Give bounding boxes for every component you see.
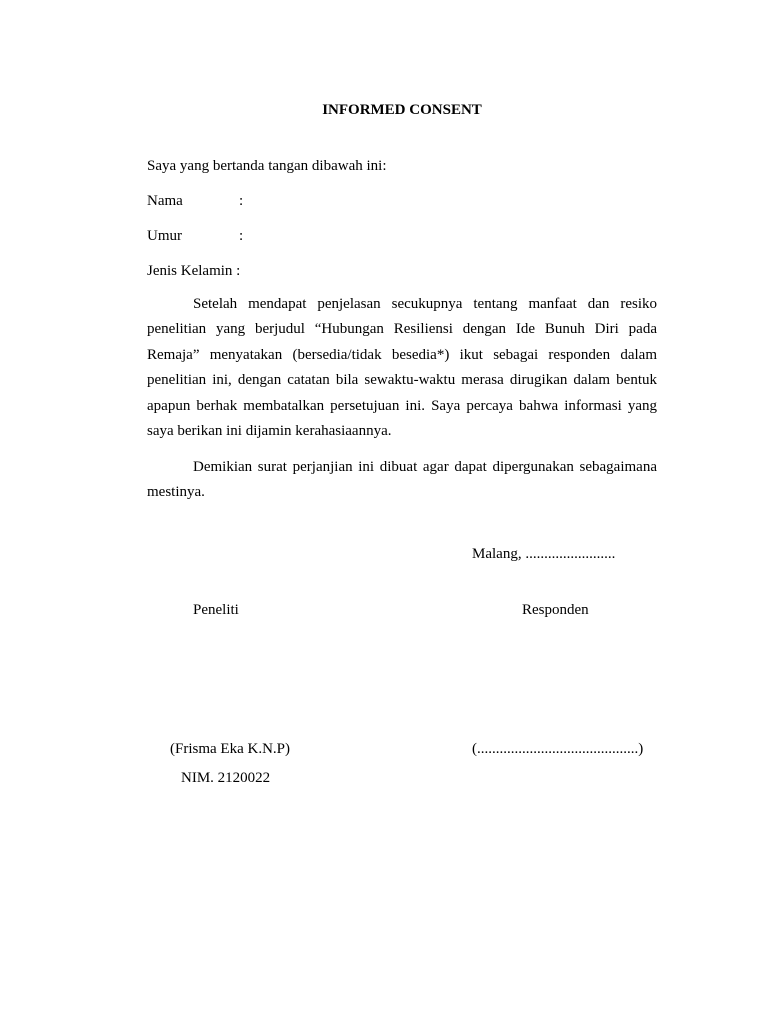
intro-line: Saya yang bertanda tangan dibawah ini:: [147, 158, 387, 174]
consent-paragraph: Setelah mendapat penjelasan secukupnya tentang manfaat dan resiko penelitian yang berjudul “Hubungan Resiliensi dengan Ide Bunuh Diri pada Remaja” menyatakan (bersedia/tidak besedia*) ikut sebagai responden dalam penelitian ini, dengan catatan bila sewaktu-waktu merasa dirugikan dalam bentuk apapun berhak membatalkan persetujuan ini. Saya percaya bahwa informasi yang saya berikan ini dijamin kerahasiaannya.: [147, 296, 657, 440]
closing-paragraph: Demikian surat perjanjian ini dibuat agar dapat dipergunakan sebagaimana mestinya.: [147, 459, 657, 501]
respondent-role: Responden: [522, 602, 589, 618]
respondent-signature-line: (...........................................): [472, 741, 644, 757]
place-date-line: Malang, ........................: [472, 546, 616, 562]
field-label-jenis-kelamin: Jenis Kelamin :: [147, 263, 241, 279]
researcher-name: (Frisma Eka K.N.P): [170, 741, 290, 757]
document-title: INFORMED CONSENT: [322, 102, 482, 118]
field-colon-umur: :: [239, 228, 244, 244]
field-label-umur: Umur: [147, 228, 182, 244]
researcher-role: Peneliti: [193, 602, 239, 618]
researcher-nim: NIM. 2120022: [181, 770, 271, 786]
field-colon-nama: :: [239, 193, 244, 209]
field-label-nama: Nama: [147, 193, 183, 209]
